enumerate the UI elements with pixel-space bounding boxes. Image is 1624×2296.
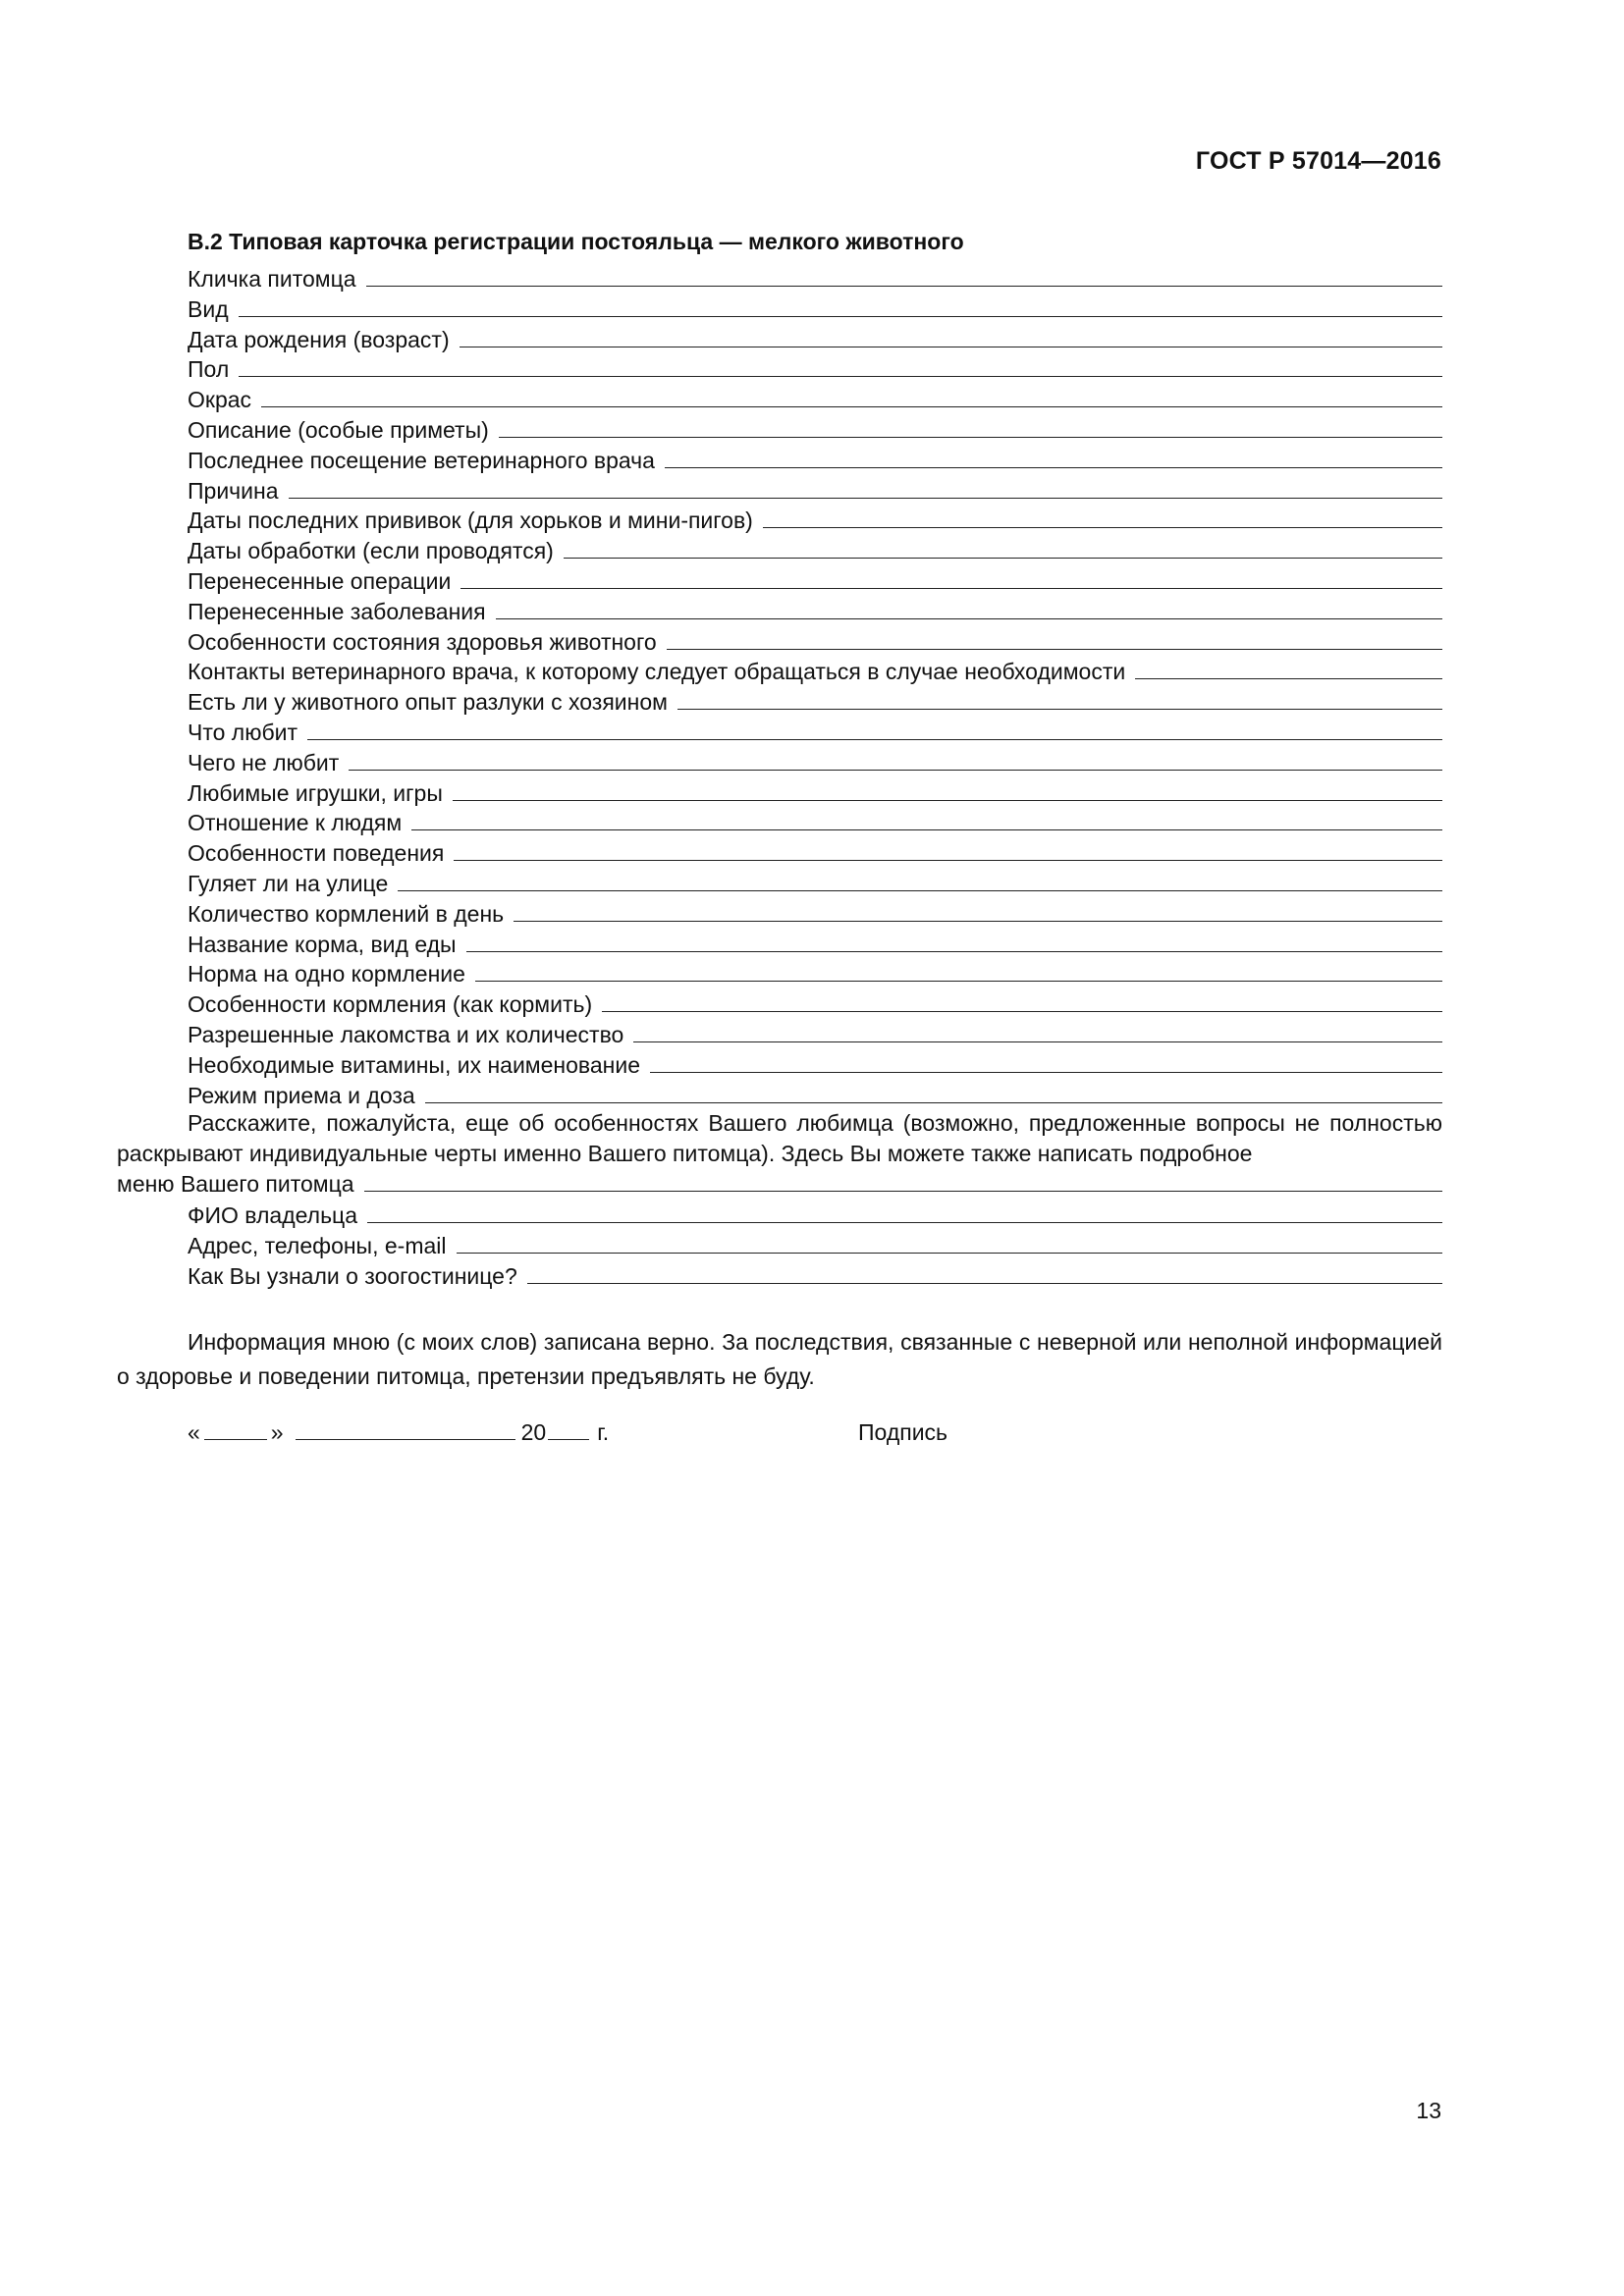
form-field-label: Название корма, вид еды: [188, 931, 457, 957]
form-field-input-line[interactable]: [499, 416, 1442, 438]
form-field-row: [188, 657, 1442, 687]
form-field-label: Норма на одно кормление: [188, 961, 465, 988]
form-field-input-line[interactable]: [289, 477, 1443, 499]
form-field-input-line[interactable]: [398, 870, 1442, 891]
form-field-row: [188, 264, 1442, 294]
form-field-input-line[interactable]: [650, 1051, 1442, 1073]
form-field-label: Есть ли у животного опыт разлуки с хозяином: [188, 689, 668, 716]
month-blank[interactable]: [296, 1419, 515, 1440]
owner-field-row: [188, 1201, 1442, 1231]
pet-fields-list: [188, 264, 1442, 1110]
form-field-input-line[interactable]: [261, 386, 1442, 407]
form-field-input-line[interactable]: [763, 507, 1442, 528]
menu-field-input-line[interactable]: [364, 1170, 1442, 1192]
form-field-input-line[interactable]: [453, 779, 1442, 801]
form-field-row: [188, 354, 1442, 385]
form-field-label: Чего не любит: [188, 749, 340, 775]
owner-field-label: Как Вы узнали о зоогостинице?: [188, 1262, 517, 1289]
form-field-row: [188, 446, 1442, 476]
form-field-label: Пол: [188, 356, 230, 383]
form-field-row: [188, 566, 1442, 597]
owner-field-input-line[interactable]: [367, 1201, 1442, 1223]
owner-field-input-line[interactable]: [457, 1232, 1443, 1254]
form-field-row: [188, 930, 1442, 960]
form-field-row: [188, 899, 1442, 930]
form-field-row: [188, 294, 1442, 325]
tell-more-paragraph: [117, 1108, 1442, 1200]
form-field-input-line[interactable]: [466, 931, 1442, 952]
form-field-row: [188, 415, 1442, 446]
form-field-input-line[interactable]: [460, 326, 1442, 347]
menu-field-label: меню Вашего питомца: [117, 1171, 354, 1197]
owner-field-row: [188, 1231, 1442, 1261]
form-field-label: Перенесенные операции: [188, 567, 452, 594]
form-field-input-line[interactable]: [602, 990, 1442, 1012]
standard-code: ГОСТ Р 57014—2016: [1195, 147, 1441, 175]
year-prefix: 20: [520, 1419, 547, 1445]
form-field-row: [188, 748, 1442, 778]
form-field-input-line[interactable]: [411, 809, 1442, 830]
form-field-label: Кличка питомца: [188, 266, 356, 292]
form-field-input-line[interactable]: [677, 688, 1442, 710]
day-blank[interactable]: [204, 1419, 267, 1440]
form-field-input-line[interactable]: [665, 447, 1442, 468]
form-field-input-line[interactable]: [667, 628, 1442, 650]
menu-field-row: [117, 1169, 1442, 1200]
form-field-label: Описание (особые приметы): [188, 416, 489, 443]
owner-field-row: [188, 1261, 1442, 1292]
form-field-label: Количество кормлений в день: [188, 900, 505, 927]
form-field-input-line[interactable]: [239, 355, 1442, 377]
form-field-label: Дата рождения (возраст): [188, 326, 450, 352]
form-field-label: Особенности поведения: [188, 840, 445, 867]
form-field-row: [188, 1020, 1442, 1050]
date-line: [188, 1419, 609, 1446]
form-field-row: [188, 597, 1442, 627]
form-field-row: [188, 778, 1442, 809]
form-field-label: Особенности состояния здоровья животного: [188, 628, 657, 655]
form-field-input-line[interactable]: [496, 598, 1442, 619]
form-field-label: Вид: [188, 295, 229, 322]
form-field-row: [188, 325, 1442, 355]
form-field-input-line[interactable]: [460, 567, 1442, 589]
owner-field-input-line[interactable]: [527, 1262, 1442, 1284]
owner-fields-list: [188, 1201, 1442, 1291]
tell-more-text: Расскажите, пожалуйста, еще об особенностях Вашего любимца (возможно, предложенные вопросы не полностью раскрывают индивидуальные черты именно Вашего питомца). Здесь Вы можете также написать подробное: [117, 1110, 1442, 1166]
form-field-input-line[interactable]: [454, 839, 1442, 861]
form-field-row: [188, 476, 1442, 507]
form-field-row: [188, 959, 1442, 989]
close-quote: »: [270, 1419, 284, 1445]
form-field-label: Что любит: [188, 719, 298, 745]
form-field-row: [188, 627, 1442, 658]
form-field-row: [188, 506, 1442, 536]
form-field-input-line[interactable]: [425, 1082, 1442, 1103]
form-field-label: Контакты ветеринарного врача, к которому следует обращаться в случае необходимости: [188, 659, 1126, 685]
form-field-label: Отношение к людям: [188, 810, 403, 836]
form-field-row: [188, 1081, 1442, 1111]
form-field-input-line[interactable]: [366, 265, 1442, 287]
section-title: В.2 Типовая карточка регистрации постояльца — мелкого животного: [188, 229, 964, 254]
form-field-row: [188, 869, 1442, 899]
form-field-label: Даты последних прививок (для хорьков и мини-пигов): [188, 507, 753, 534]
signature-label: Подпись: [858, 1419, 948, 1445]
form-field-input-line[interactable]: [514, 900, 1442, 922]
form-field-input-line[interactable]: [239, 295, 1442, 317]
open-quote: «: [188, 1419, 200, 1445]
form-field-row: [188, 536, 1442, 566]
statement-paragraph: Информация мною (с моих слов) записана верно. За последствия, связанные с неверной или неполной информацией о здоровье и поведении питомца, претензии предъявлять не буду.: [117, 1329, 1442, 1389]
form-field-row: [188, 808, 1442, 838]
form-field-row: [188, 1050, 1442, 1081]
form-field-input-line[interactable]: [1135, 658, 1442, 679]
form-field-input-line[interactable]: [349, 749, 1442, 771]
form-field-label: Особенности кормления (как кормить): [188, 991, 593, 1018]
form-field-label: Последнее посещение ветеринарного врача: [188, 447, 655, 473]
form-field-input-line[interactable]: [564, 537, 1442, 559]
form-field-input-line[interactable]: [307, 719, 1442, 740]
page-number: 13: [1416, 2098, 1441, 2123]
owner-field-label: ФИО владельца: [188, 1202, 358, 1228]
form-field-input-line[interactable]: [633, 1021, 1442, 1042]
form-field-label: Окрас: [188, 387, 252, 413]
form-field-label: Разрешенные лакомства и их количество: [188, 1021, 624, 1047]
form-field-label: Даты обработки (если проводятся): [188, 538, 554, 564]
form-field-label: Гуляет ли на улице: [188, 870, 389, 896]
year-blank[interactable]: [548, 1419, 589, 1440]
form-field-row: [188, 687, 1442, 718]
form-field-row: [188, 385, 1442, 415]
form-field-label: Режим приема и доза: [188, 1082, 415, 1108]
form-field-row: [188, 838, 1442, 869]
form-field-row: [188, 989, 1442, 1020]
owner-field-label: Адрес, телефоны, e-mail: [188, 1232, 447, 1258]
form-field-row: [188, 718, 1442, 748]
form-field-label: Причина: [188, 477, 279, 504]
form-field-input-line[interactable]: [475, 960, 1442, 982]
form-field-label: Перенесенные заболевания: [188, 598, 486, 624]
form-field-label: Необходимые витамины, их наименование: [188, 1051, 640, 1078]
form-field-label: Любимые игрушки, игры: [188, 779, 443, 806]
year-suffix: г.: [597, 1419, 610, 1445]
